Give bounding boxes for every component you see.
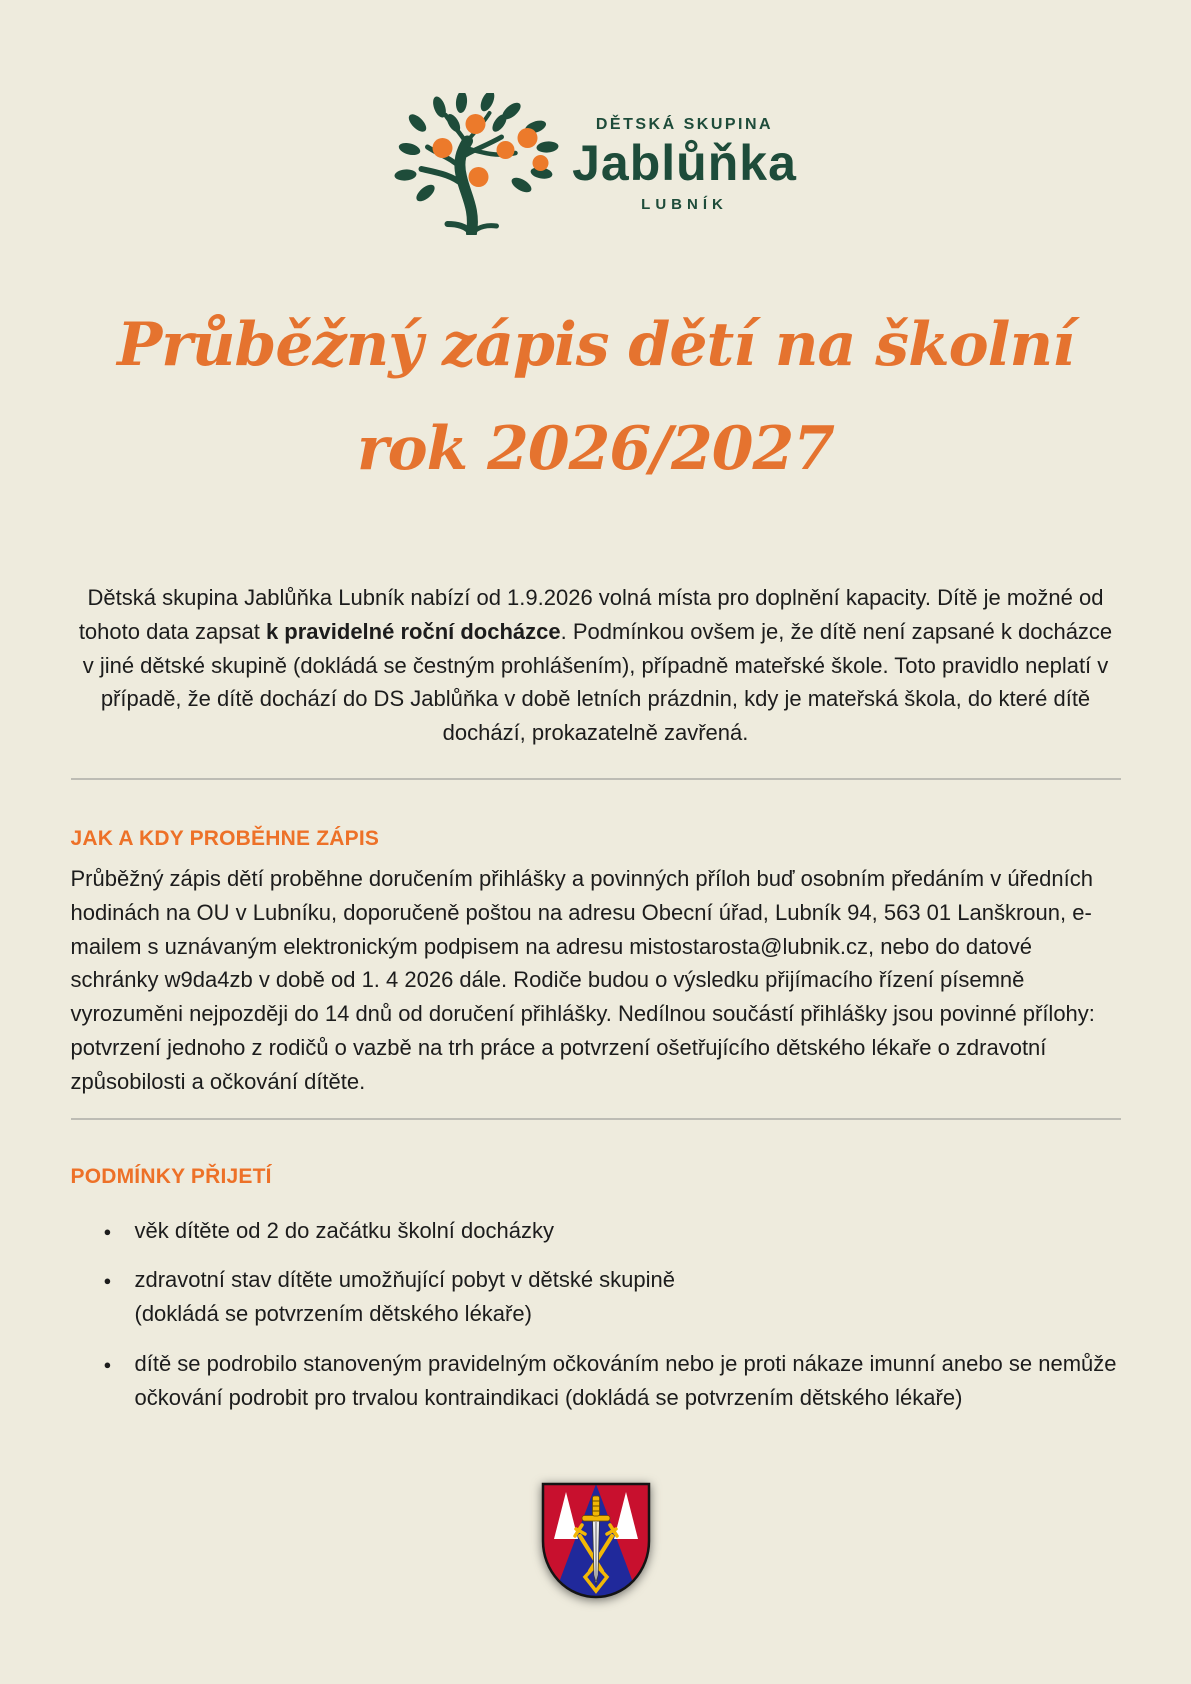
intro-bold-phrase: k pravidelné roční docházce [265, 618, 561, 644]
title-line-2: rok 2026/2027 [357, 414, 834, 484]
section-divider [71, 778, 1121, 780]
section-divider [71, 1118, 1121, 1120]
logo [0, 0, 1191, 235]
conditions-list [71, 1214, 1121, 1415]
section-body-enrollment: Průběžný zápis dětí proběhne doručením přihlášky a povinných příloh buď osobním předáním v úředních hodinách na OU v Lubníku, doporučeně poštou na adresu Obecní úřad, Lubník 94, 563 01 Lanškroun, e-mailem s uznávaným elektronickým podpisem na adresu mistostarosta@lubnik.cz, nebo do datové schránky w9da4zb v době od 1. 4 2026 dále. Rodiče budou o výsledku přijímacího řízení písemně vyrozuměni nejpozději do 14 dnů od doručení přihlášky. Nedílnou součástí přihlášky jsou povinné přílohy: potvrzení jednoho z rodičů o vazbě na trh práce a potvrzení ošetřujícího dětského lékaře o zdravotní způsobilosti a očkování dítěte. [70, 865, 1095, 1094]
intro-text-1: Dětská skupina Jablůňka Lubník nabízí od 1.9.2026 volná místa pro doplnění kapacity. Dítě je možné od tohoto data zapsat [78, 585, 1104, 644]
list-item [71, 1347, 1121, 1415]
page-title [0, 293, 1191, 501]
logo-subtitle: DĚTSKÁ SKUPINA [595, 115, 774, 133]
title-line-1: Průběžný zápis dětí na školní [117, 310, 1074, 380]
logo-name: Jablůňka [572, 134, 797, 191]
section-admission-conditions [71, 1164, 1121, 1415]
list-item-text: (dokládá se potvrzením dětského lékaře) [134, 1301, 532, 1327]
list-item-text: ● dítě se podrobilo stanoveným pravidelným očkováním nebo je proti nákaze imunní anebo se nemůže očkování podrobit pro trvalou kontraindikaci (dokládá se potvrzením dětského lékaře) [134, 1350, 1117, 1410]
apple-tree-logo-icon [394, 93, 562, 235]
intro-text-2: . Podmínkou ovšem je, že dítě není zapsané k docházce v jiné dětské skupině (dokládá se čestným prohlášením), případně mateřské škole. Toto pravidlo neplatí v případě, že dítě dochází do DS Jablůňka v době letních prázdnin, kdy je mateřská škola, do které dítě dochází, prokazatelně zavřená. [82, 618, 1113, 746]
coat-of-arms [0, 1481, 1191, 1606]
lubnik-coat-of-arms-icon [540, 1481, 652, 1601]
list-item [71, 1214, 1121, 1248]
list-item-text: ● zdravotní stav dítěte umožňující pobyt v dětské skupině [134, 1267, 676, 1293]
section-heading-conditions: PODMÍNKY PŘIJETÍ [70, 1164, 272, 1188]
section-heading-enrollment: JAK A KDY PROBĚHNE ZÁPIS [70, 826, 380, 850]
list-item-text: ● věk dítěte od 2 do začátku školní docházky [134, 1217, 554, 1243]
section-enrollment-process [71, 826, 1121, 1099]
list-item [71, 1263, 1121, 1331]
intro-paragraph [78, 581, 1113, 750]
logo-location: LUBNÍK [641, 195, 728, 213]
